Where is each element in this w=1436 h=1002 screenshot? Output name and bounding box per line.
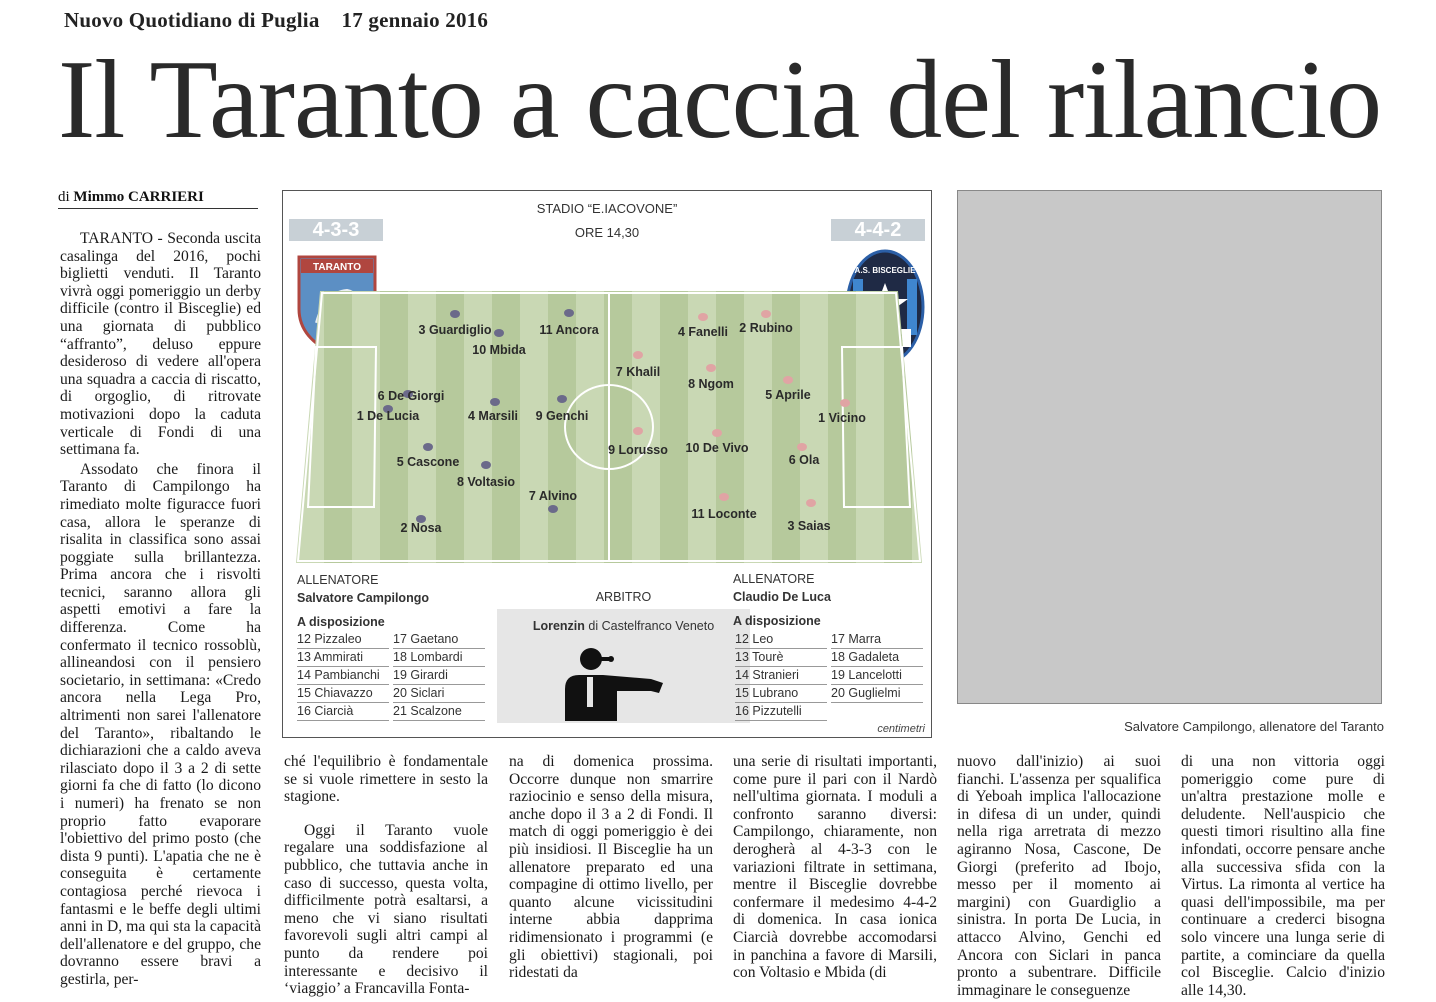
headline: Il Taranto a caccia del rilancio xyxy=(58,38,1382,162)
home-player-name: 6 De Giorgi xyxy=(377,389,445,403)
newspaper-name: Nuovo Quotidiano di Puglia xyxy=(64,8,320,32)
coach-photo xyxy=(957,190,1382,704)
away-player-marker xyxy=(633,427,643,435)
referee-box xyxy=(497,609,750,723)
home-coach-label: ALLENATORE xyxy=(297,573,379,587)
bench-player: 15 Lubrano xyxy=(735,685,827,703)
away-player-name: 10 De Vivo xyxy=(685,441,749,455)
bench-player: 15 Chiavazzo xyxy=(297,685,389,703)
byline-prefix: di xyxy=(58,189,70,205)
away-player-name: 5 Aprile xyxy=(765,388,811,402)
referee-icon xyxy=(559,645,683,721)
article-column-4 xyxy=(733,753,937,982)
home-player-marker xyxy=(548,505,558,513)
home-bench-label: A disposizione xyxy=(297,615,385,629)
bench-player: 19 Lancelotti xyxy=(831,667,923,685)
away-player-name: 4 Fanelli xyxy=(677,325,729,339)
away-bench-label: A disposizione xyxy=(733,614,821,628)
home-player-name: 2 Nosa xyxy=(400,521,442,535)
away-player-marker xyxy=(783,376,793,384)
home-player-name: 8 Voltasio xyxy=(456,475,516,489)
referee-surname: Lorenzin xyxy=(532,619,585,633)
photo-caption: Salvatore Campilongo, allenatore del Taranto xyxy=(1124,719,1384,734)
publication-date: 17 gennaio 2016 xyxy=(341,8,489,32)
bench-player: 12 Leo xyxy=(735,631,827,649)
bench-player: 12 Pizzaleo xyxy=(297,631,389,649)
home-bench-list-b xyxy=(393,631,485,721)
bench-player: 17 Marra xyxy=(831,631,923,649)
away-coach-label: ALLENATORE xyxy=(733,572,815,586)
bench-player: 13 Ammirati xyxy=(297,649,389,667)
away-coach-name: Claudio De Luca xyxy=(733,590,831,604)
away-player-marker xyxy=(719,493,729,501)
home-player-marker xyxy=(423,443,433,451)
bench-player: 16 Pizzutelli xyxy=(735,703,827,721)
home-player-marker xyxy=(450,310,460,318)
away-player-name: 7 Khalil xyxy=(615,365,661,379)
home-player-name: 3 Guardiglio xyxy=(418,323,492,337)
referee-name xyxy=(497,619,750,633)
away-player-name: 8 Ngom xyxy=(688,377,734,391)
bench-player: 16 Ciarcià xyxy=(297,703,389,721)
article-paragraph: Oggi il Taranto vuole regalare una soddisfazione al pubblico, che tuttavia anche in caso di successo, questa volta, difficilmente potrà esaltarsi, a meno che vi siano risultati favorevoli sugli altri campi al punto da rendere poi interessante e decisivo il ‘viaggio’ a Francavilla Fonta- xyxy=(284,821,488,998)
infographic-credit: centimetri xyxy=(877,723,925,735)
home-player-name: 10 Mbida xyxy=(472,343,526,357)
bench-player: 20 Siclari xyxy=(393,685,485,703)
away-bench-list-b xyxy=(831,631,923,703)
bench-player: 20 Guglielmi xyxy=(831,685,923,703)
away-formation: 4-4-2 xyxy=(831,219,925,241)
bench-player: 21 Scalzone xyxy=(393,703,485,721)
away-player-name: 2 Rubino xyxy=(739,321,793,335)
article-paragraph: na di domenica prossima. Occorre dunque non smarrire raziocinio e senso della misura, anche dopo il 3 a 2 di Fondi. Il match di oggi pomeriggio è dei più insidiosi. Il Bisceglie ha un allenatore preparato ed una compagine di ottimo livello, per quanto alcune vicissitudini interne abbia dapprima ridimensionato i programmi (e gli obiettivi) stagionali, poi ridestati da xyxy=(509,753,713,982)
home-player-marker xyxy=(481,461,491,469)
bisceglie-crest-text: A.S. BISCEGLIE xyxy=(854,266,916,275)
home-bench-list-a xyxy=(297,631,389,721)
away-player-name: 11 Loconte xyxy=(691,507,757,521)
bench-player: 17 Gaetano xyxy=(393,631,485,649)
article-paragraph: ché l'equilibrio è fondamentale se si vuole rimettere in sesto la stagione. xyxy=(284,753,488,806)
byline xyxy=(58,189,258,209)
bench-player: 18 Lombardi xyxy=(393,649,485,667)
home-coach-name: Salvatore Campilongo xyxy=(297,591,429,605)
home-player-marker xyxy=(557,395,567,403)
article-column-3 xyxy=(509,753,713,982)
article-paragraph: Assodato che finora il Taranto di Campilongo ha rimediato molte figuracce fuori casa, allora le speranze di risalita in classifica sono assai poggiate sulla brillantezza. Prima ancora che i risvolti tecnici, saranno allora gli aspetti emotivi a fare la differenza. Come ha confermato il tecnico rossoblù, allineandosi con il pensiero societario, in settimana: «Credo ancora nella Lega Pro, altrimenti non sarei l'allenatore del Taranto», ribaltando le dichiarazioni che a caldo aveva rilasciato dopo il 3 a 2 di sette giorni fa che di fatto (lo dicono i numeri) ha frenato se non proprio fatto evaporare l'obiettivo del primo posto (che dista 9 punti). L'apatia che ne è conseguita è certamente contagiosa perché rievoca i fantasmi e le beffe degli ultimi anni in D, ma qui sta la capacità dell'allenatore e del gruppo, che dovranno essere bravi a gestirla, per- xyxy=(60,460,261,988)
bench-player: 14 Pambianchi xyxy=(297,667,389,685)
article-paragraph: nuovo dall'inizio) ai suoi fianchi. L'assenza per squalifica di Yeboah implica l'allocazione in difesa di un under, quindi nella riga arretrata di mezzo agiranno Nosa, Cascone, De Giorgi (preferito ad Ibojo, messo per il momento ai margini) con Guardiglio a sinistra. In porta De Lucia, in attacco Alvino, Genchi ed Ancora con Siclari in panca pronto a subentrare. Difficile immaginare le conseguenze xyxy=(957,753,1161,999)
home-player-name: 11 Ancora xyxy=(539,323,599,337)
article-paragraph: TARANTO - Seconda uscita casalinga del 2016, pochi biglietti venduti. Il Taranto vivrà oggi pomeriggio un derby difficile (contro il Bisceglie) ed una giornata di pubblico “affranto”, deluso eppure desideroso di vedere all'opera una squadra a caccia di riscatto, di orgoglio, di ritrovate motivazioni dopo la caduta verticale di Fondi di una settimana fa. xyxy=(60,230,261,459)
away-player-marker xyxy=(806,499,816,507)
article-paragraph: una serie di risultati importanti, come pure il pari con il Nardò nell'ultima giornata. I moduli a confronto saranno diversi: Campilongo, chiaramente, non derogherà al 4-3-3 con le variazioni filtrate in settimana, mentre il Bisceglie dovrebbe confermare il medesimo 4-4-2 di domenica. In casa ionica Ciarcià dovrebbe accomodarsi in panchina a favore di Marsili, con Voltasio e Mbida (di xyxy=(733,753,937,982)
taranto-crest-text: TARANTO xyxy=(313,262,361,273)
home-player-marker xyxy=(490,398,500,406)
away-player-name: 6 Ola xyxy=(788,453,820,467)
kickoff-time: ORE 14,30 xyxy=(574,225,640,240)
referee-label: ARBITRO xyxy=(595,590,652,604)
away-player-name: 3 Saias xyxy=(787,519,831,533)
away-player-marker xyxy=(797,443,807,451)
home-formation: 4-3-3 xyxy=(289,219,383,241)
bench-player: 14 Stranieri xyxy=(735,667,827,685)
stadium-name: STADIO “E.IACOVONE” xyxy=(536,201,678,216)
article-paragraph: di una non vittoria oggi pomeriggio come pure di un'altra prestazione molle e deludente. Nell'auspicio che questi timori risultino alla fine infondati, occorre pensare anche alla successiva sfida con la Virtus. La rimonta al vertice ha quasi dell'impossibile, ma per continuare a crederci bisogna solo vincere una lunga serie di partite, a cominciare da quella col Bisceglie. Calcio d'inizio alle 14,30. xyxy=(1181,753,1385,999)
away-bench-list-a xyxy=(735,631,827,721)
article-column-5 xyxy=(957,753,1161,999)
article-column-2 xyxy=(284,753,488,998)
referee-origin: di Castelfranco Veneto xyxy=(584,619,715,633)
byline-author: Mimmo CARRIERI xyxy=(73,189,204,205)
away-player-name: 1 Vicino xyxy=(818,411,866,425)
away-player-marker xyxy=(840,399,850,407)
away-player-marker xyxy=(761,310,771,318)
bench-player: 13 Tourè xyxy=(735,649,827,667)
lineup-infographic xyxy=(282,190,932,738)
home-player-name: 4 Marsili xyxy=(467,409,519,423)
away-player-marker xyxy=(633,351,643,359)
home-player-marker xyxy=(564,309,574,317)
home-player-name: 1 De Lucia xyxy=(356,409,420,423)
masthead xyxy=(64,8,488,33)
home-player-name: 7 Alvino xyxy=(528,489,578,503)
home-player-marker xyxy=(494,329,504,337)
away-player-marker xyxy=(706,364,716,372)
away-player-marker xyxy=(698,313,708,321)
bench-player: 19 Girardi xyxy=(393,667,485,685)
home-player-name: 5 Cascone xyxy=(396,455,460,469)
article-column-1 xyxy=(60,230,261,989)
bench-player: 18 Gadaleta xyxy=(831,649,923,667)
away-player-marker xyxy=(712,429,722,437)
article-column-6 xyxy=(1181,753,1385,999)
away-player-name: 9 Lorusso xyxy=(608,443,668,457)
home-player-name: 9 Genchi xyxy=(535,409,589,423)
